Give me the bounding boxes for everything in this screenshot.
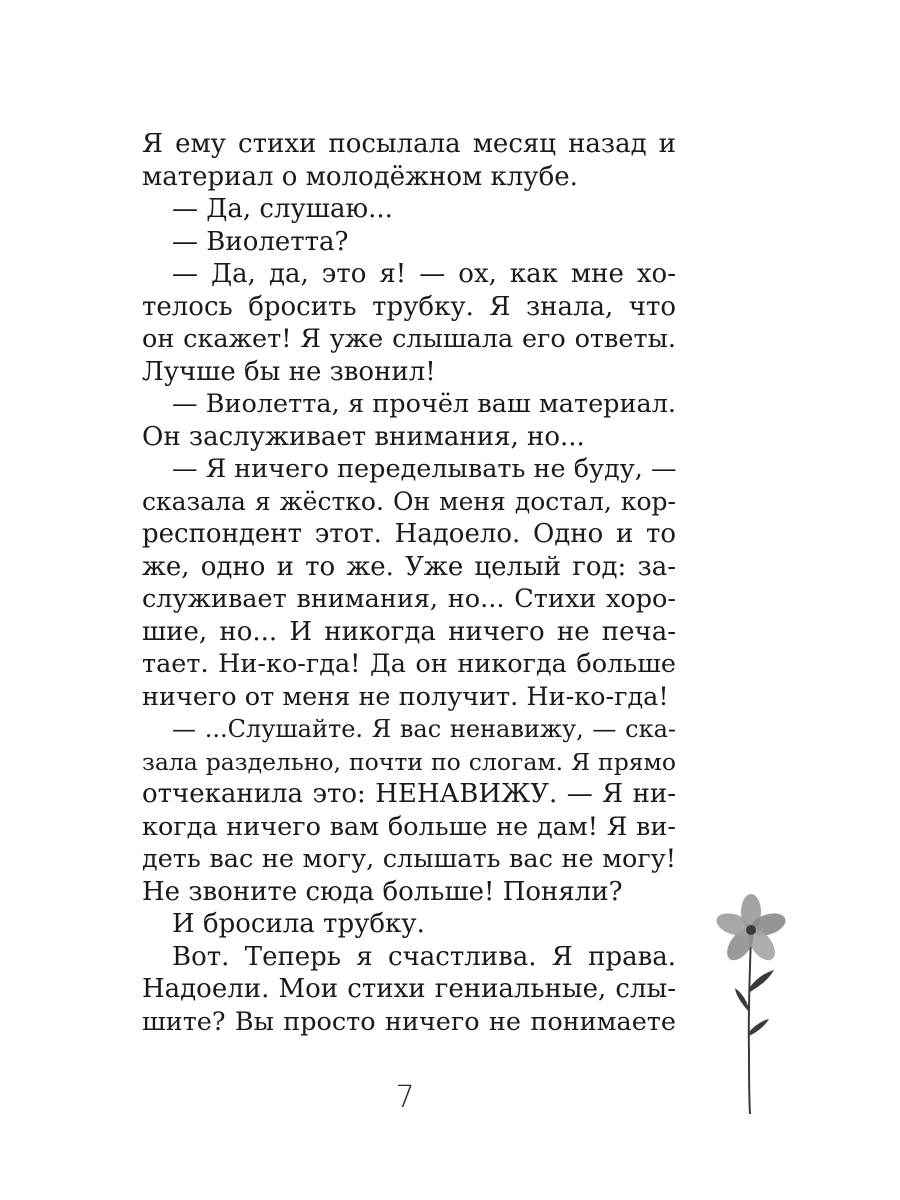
flower-illustration	[706, 892, 806, 1116]
text-line: отчеканила это: НЕНАВИЖУ. — Я ни-	[142, 779, 676, 809]
text-line: материал о молодёжном клубе.	[142, 161, 578, 192]
text-line: И бросила трубку.	[172, 909, 425, 939]
text-line: деть вас не могу, слышать вас не могу!	[142, 844, 676, 874]
text-line: он скажет! Я уже слышала его ответы.	[142, 324, 676, 354]
body-text	[142, 128, 676, 1038]
flower-stem	[749, 932, 751, 1114]
text-line: Я ему стихи посылала месяц назад и	[142, 129, 676, 159]
text-line: — Виолетта, я прочёл ваш материал.	[172, 389, 676, 419]
text-line: служивает внимания, но... Стихи хоро-	[142, 584, 676, 614]
text-line: Не звоните сюда больше! Поняли?	[142, 876, 623, 907]
text-line: шие, но... И никогда ничего не печа-	[142, 616, 676, 647]
text-line: респондент этот. Надоело. Одно и то	[142, 519, 676, 549]
text-line: — Да, да, это я! — ох, как мне хо-	[172, 259, 676, 289]
text-line: — Виолетта?	[172, 226, 349, 257]
text-line: — ...Слушайте. Я вас ненавижу, — ска-	[172, 715, 676, 743]
text-line: тает. Ни-ко-гда! Да он никогда больше	[142, 649, 676, 679]
text-line: телось бросить трубку. Я знала, что	[142, 291, 676, 322]
flower-center	[746, 925, 756, 935]
text-line: Вот. Теперь я счастлива. Я права.	[172, 941, 676, 972]
text-line: — Да, слушаю...	[172, 194, 393, 224]
text-line: Он заслуживает внимания, но...	[142, 421, 585, 452]
text-line: зала раздельно, почти по слогам. Я прямо	[142, 747, 676, 776]
leaf-upper	[750, 970, 774, 992]
leaf-bottom	[749, 1019, 769, 1036]
text-line: — Я ничего переделывать не буду, —	[172, 454, 676, 484]
leaf-lower	[735, 988, 750, 1014]
text-line: ничего от меня не получит. Ни-ко-гда!	[142, 681, 669, 712]
page-number: 7	[395, 1080, 415, 1115]
text-line: шите? Вы просто ничего не понимаете	[142, 1006, 676, 1037]
text-line: Лучше бы не звонил!	[142, 356, 436, 387]
text-line: когда ничего вам больше не дам! Я ви-	[142, 811, 676, 842]
text-line: сказала я жёстко. Он меня достал, кор-	[142, 486, 676, 516]
text-line: Надоели. Мои стихи гениальные, слы-	[142, 974, 676, 1004]
text-line: же, одно и то же. Уже целый год: за-	[142, 551, 676, 582]
